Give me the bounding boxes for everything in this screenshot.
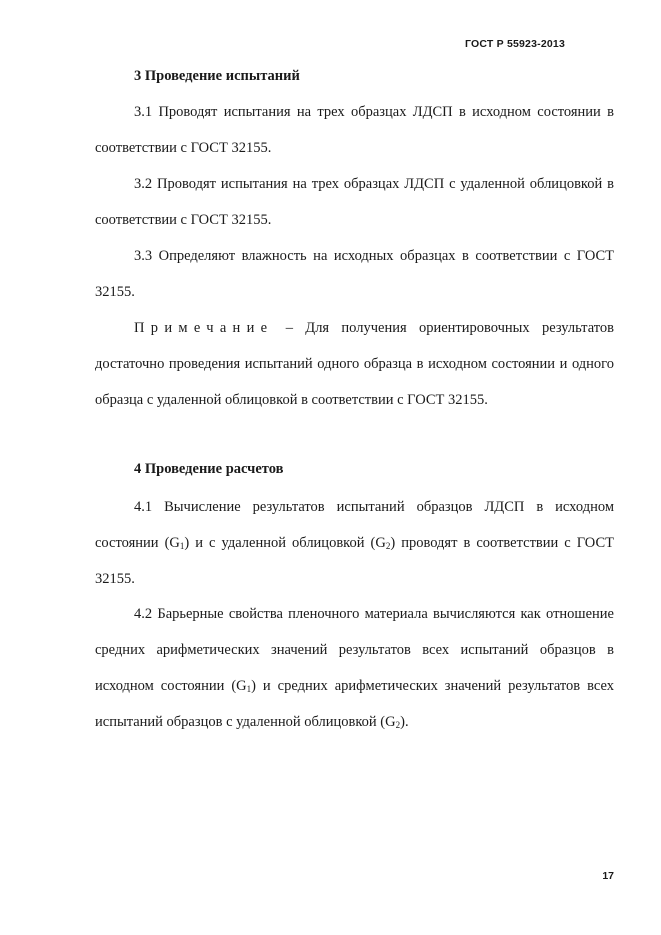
note-label: Примечание <box>134 320 274 336</box>
paragraph-4-1-text-c: ) проводят в соответствии с ГОСТ 32155. <box>95 535 614 587</box>
subscript-2: 2 <box>385 541 391 551</box>
paragraph-3-2: 3.2 Проводят испытания на трех образцах ЛДСП с удаленной облицовкой в соответствии с ГОСТ 32155. <box>95 176 614 228</box>
document-code: ГОСТ Р 55923-2013 <box>464 38 565 50</box>
paragraph-4-2-text-b: ) и средних арифметических значений результатов всех испытаний образцов с удаленной облицовкой (G <box>95 678 614 730</box>
paragraph-4-2-text-c: ). <box>400 714 409 730</box>
paragraph-4-1-text-a: 4.1 Вычисление результатов испытаний образцов ЛДСП в исходном состоянии (G <box>95 499 614 551</box>
note-text: – Для получения ориентировочных результатов достаточно проведения испытаний одного образца в исходном состоянии и одного образца с удаленной облицовкой в соответствии с ГОСТ 32155. <box>95 320 614 408</box>
paragraph-4-2 <box>95 596 614 740</box>
paragraph-4-1 <box>95 489 614 597</box>
paragraph-3-1: 3.1 Проводят испытания на трех образцах ЛДСП в исходном состоянии в соответствии с ГОСТ 32155. <box>95 104 614 156</box>
section-4-heading: 4 Проведение расчетов <box>134 461 284 477</box>
note-paragraph <box>95 310 614 418</box>
paragraph-3-3: 3.3 Определяют влажность на исходных образцах в соответствии с ГОСТ 32155. <box>95 248 614 300</box>
paragraph-4-2-text-a: 4.2 Барьерные свойства пленочного материала вычисляются как отношение средних арифметических значений результатов всех испытаний образцов в исходном состоянии (G <box>95 606 614 694</box>
section-3-heading: 3 Проведение испытаний <box>134 68 300 84</box>
subscript-2: 2 <box>395 720 401 730</box>
subscript-1: 1 <box>179 541 185 551</box>
paragraph-4-1-text-b: ) и с удаленной облицовкой (G <box>184 535 386 551</box>
page-number: 17 <box>602 870 614 882</box>
subscript-1: 1 <box>246 684 252 694</box>
